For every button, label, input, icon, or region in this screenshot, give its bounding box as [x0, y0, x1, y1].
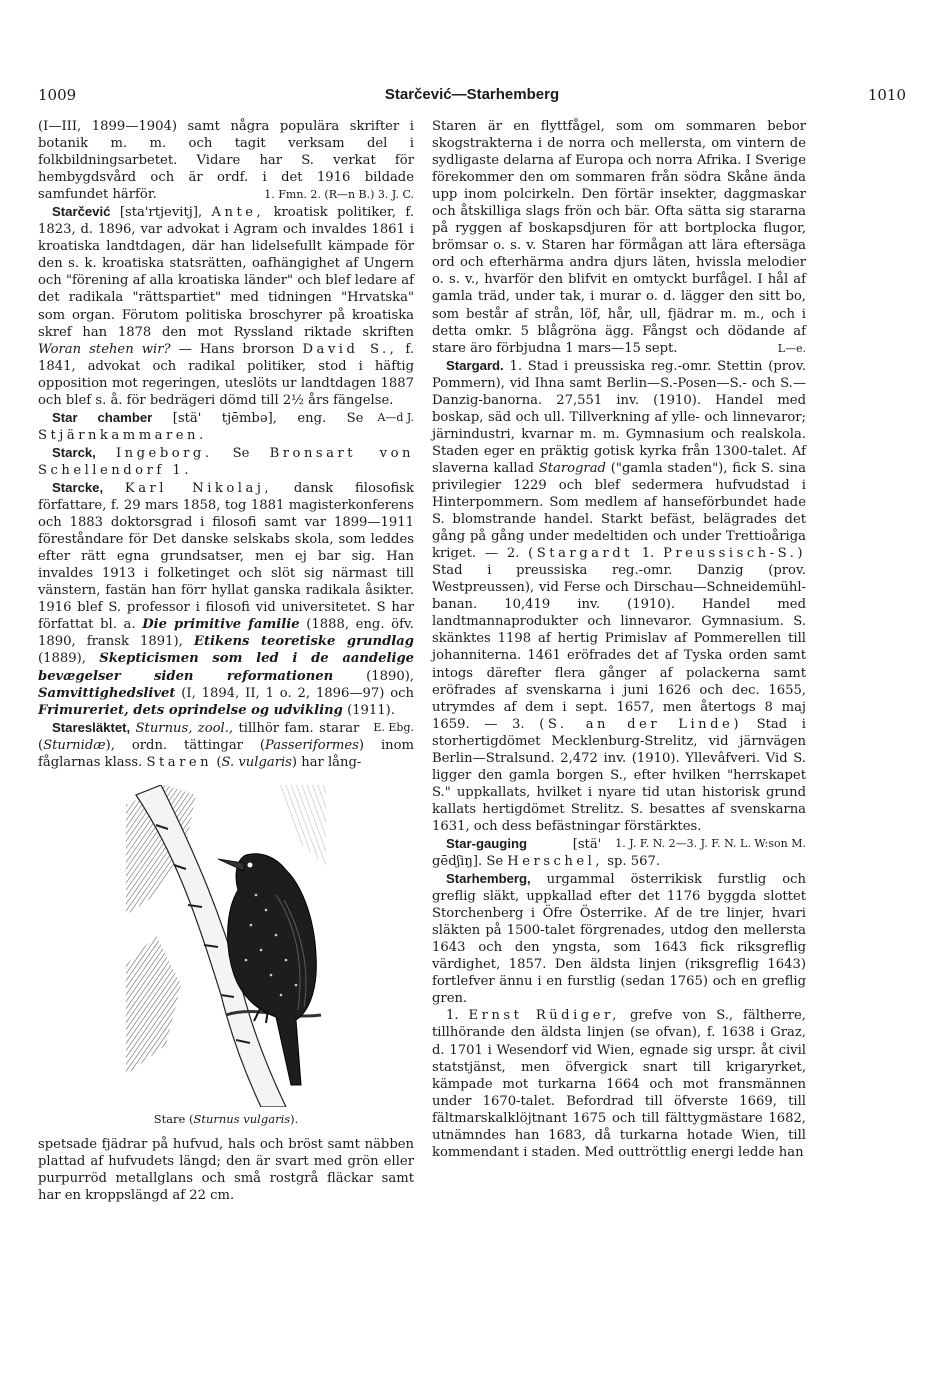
entry-stargard: Stargard. 1. Stad i preussiska reg.-omr. Stettin (prov. Pommern), vid Ihna samt Berlin—S.-Posen—S.- och S.—Danzig-banorna. 27,551 inv. (1910). Handel med boskap, säd och ull. Tillverkning af ylle- och linnevaror; järnindustri, kvarnar m. m. Gymnasium och realskola. Staden eger en präktig gotisk kyrka från 1300-talet. Af slaverna kallad Starograd ("gamla staden"), fick S. sina privilegier 1229 och blef sedermera hufvudstad i Hinterpommern. Som medlem af hanseförbundet hade S. blomstrande handel. Starkt befäst, belägrades det gång på gång under medeltiden och under Trettioåriga kriget. — 2. (Stargardt 1. Preussisch-S.) Stad i preussiska reg.-omr. Danzig (prov. Westpreussen), vid Ferse och Dirschau—Schneidemühl-banan. 10,419 inv. (1910). Handel med landtmannaprodukter och linnevaror. Gymnasium. S. skänktes 1198 af hertig Primislav af Pommerellen till johanniterna. 1461 eröfrades det af Tyska orden samt intogs därefter flera gånger af polackerna samt eröfrades af svenskarna i juni 1626 och dec. 1655, utrymdes af dem i sept. 1657, men återtogs 8 maj 1659. — 3. (S. an der Linde) Stad i storhertigdömet Mecklenburg-Strelitz, vid järnvägen Berlin—Stralsund. 2,472 inv. (1910). Yllevâfveri. Vid S. ligger den gamla borgen S., efter hvilken "herrskapet S." uppkallats, hvilket i nyare tid utan historisk grund kallats hertigdömet Strelitz. S. besattes af svenskarna 1631, och dess befästningar förstärktes. 1. J. F. N. 2—3. J. F. N. L. W:son M.	[432, 357, 806, 835]
cross-reference: Bronsart von Schellendorf 1.	[38, 445, 414, 478]
headword: Star-gauging	[446, 835, 528, 851]
page-header	[38, 86, 906, 108]
signature: 1. J. F. N. 2—3. J. F. N. L. W:son M.	[615, 836, 806, 850]
entry-staresläktet: Staresläktet, Sturnus, zool., tillhör fam. starar (Sturnidæ), ordn. tättingar (Passeriformes) inom fåglarnas klass. Staren (S. vulgaris) har lång-	[38, 719, 415, 770]
entry-continuation: (I—III, 1899—1904) samt några populära skrifter i botanik m. m. och tagit verksam del i folkbildningsarbetet. Vidare har S. verkat för hembygdsvård och är ordf. i det 1916 bildade samfundet härför. 1. Fmn. 2. (R—n B.) 3. J. C.	[38, 119, 414, 203]
right-column	[432, 118, 806, 1161]
headword: Starčević	[52, 204, 111, 220]
signature: A—d J.	[377, 410, 414, 424]
page-number-left: 1009	[38, 86, 77, 104]
starling-illustration	[38, 785, 414, 1128]
entry-starck: Starck, Ingeborg. Se Bronsart von Schellendorf 1.	[38, 444, 414, 478]
headword: Staresläktet,	[52, 719, 131, 735]
headword: Stargard.	[446, 357, 504, 373]
signature: 1. Fmn. 2. (R—n B.) 3. J. C.	[264, 188, 414, 202]
entry-starhemberg: Starhemberg, urgammal österrikisk furstlig och greflig släkt, uppkallad efter det 1176 byggda slottet Storchenberg i Öfre Österrike. Af de tre linjer, hvari släkten på 1500-talet förgrenades, utdog den mellersta 1643 och den yngsta, som 1643 fick riksgreflig värdighet, 1857. Den äldsta linjen (riksgreflig 1643) fortlefver ännu i en furstlig (sedan 1765) och en greflig gren.	[432, 871, 806, 1007]
page-number-right: 1010	[867, 86, 906, 104]
entry-starcevic: Starčević [sta'rtjevitj], Ante, kroatisk politiker, f. 1823, d. 1896, var advokat i Agram och invaldes 1861 i kroatiska landtdagen, där han lidelsefullt kämpade för den s. k. kroatiska statsrätten, oafhängighet af Ungern och "förening af alla kroatiska länder" och blef ledare af det radikala "rättspartiet" med tidningen "Hrvatska" som organ. Förutom politiska broschyrer på kroatiska skref han 1878 den mot Ryssland riktade skriften Woran stehen wir? — Hans brorson David S., f. 1841, advokat och radikal politiker, stod i häftig opposition mot regeringen, uteslöts ur landtdagen 1887 och blef s. å. för bedrägeri dömd till 2½ års fängelse. A—d J.	[38, 203, 414, 409]
signature: L—e.	[777, 341, 806, 355]
signature: E. Ebg.	[373, 720, 414, 734]
headword: Starcke,	[52, 479, 104, 495]
entry-continuation: Staren är en flyttfågel, som om sommaren bebor skogstrakterna i de norra och mellersta, om vintern de sydligaste delarna af Europa och norra Afrika. I Sverige förekommer den om sommaren från södra Skåne ända upp inom polcirkeln. Den förtär insekter, daggmaskar och åtskilliga slags frön och bär. Ofta sätta sig stararna på ryggen af boskapsdjuren för att bortplocka flugor, brömsar o. s. v. Staren har förmågan att lära eftersäga ord och efterhärma andra djurs läten, hvissla melodier o. s. v., hvarför den blifvit en omtyckt burfågel. I hål af gamla träd, under tak, i murar o. d. lägger den sitt bo, som består af strån, löf, hår, ull, fjädrar m. m., och i detta omkr. 5 blågröna ägg. Fångst och dödande af stare äro förbjudna 1 mars—15 sept. L—e.	[432, 119, 806, 356]
starling-engraving	[126, 785, 326, 1107]
figure-caption: Stare (Sturnus vulgaris).	[153, 1111, 299, 1126]
left-column	[38, 118, 414, 1204]
headword: Starhemberg,	[446, 871, 531, 887]
entry-star-chamber: Star chamber [stä' tjēmbə], eng. Se Stjärnkammaren.	[38, 409, 364, 443]
entry-continuation: spetsade fjädrar på hufvud, hals och bröst samt näbben plattad af hufvudets längd; den är svart med grön eller purpurröd metallglans och små rostgrå fläckar samt har en kroppslängd af 22 cm.	[38, 1136, 414, 1203]
cross-reference: Herschel,	[507, 854, 604, 870]
entry-star-gauging: Star-gauging [stä' gēdʃiŋ]. Se Herschel, sp. 567.	[432, 835, 661, 870]
headword: Starck,	[52, 444, 96, 460]
running-title: Starčević—Starhemberg	[384, 86, 560, 103]
headword: Star chamber	[52, 409, 153, 425]
entry-starcke: Starcke, Karl Nikolaj, dansk filosofisk författare, f. 29 mars 1858, tog 1881 magisterkonferens och 1883 doktorsgrad i filosofi samt var 1899—1911 föreståndare för Det danske selskabs skola, som leddes efter rätt egna grundsatser, men ej bar sig. Han invaldes 1913 i folketinget och slöt sig närmast till vänstern, fastän han förr hyllat ganska radikala åsikter. 1916 blef S. professor i filosofi vid universitetet. S har författat bl. a. Die primitive familie (1888, eng. öfv. 1890, fransk 1891), Etikens teoretiske grundlag (1889), Skepticismen som led i de aandelige bevægelser siden reformationen (1890), Samvittighedslivet (I, 1894, II, 1 o. 2, 1896—97) och Frimureriet, dets oprindelse og udvikling (1911). E. Ebg.	[38, 479, 414, 719]
cross-reference: Stjärnkammaren.	[38, 427, 207, 443]
subentry-ernst-rudiger: 1. Ernst Rüdiger, grefve von S., fältherre, tillhörande den äldsta linjen (se ofvan), f. 1638 i Graz, d. 1701 i Wesendorf vid Wien, egnade sig urspr. åt civil statstjänst, men öfvergick snart till krigaryrket, kämpade mot turkarna 1664 och mot fransmännen under 1670-talet. Befordrad till öfverste 1669, till fältmarskalklöjtnant 1675 och till fälttygmästare 1682, utnämndes han 1683, då turkarna hotade Wien, till kommendant i staden. Med outtröttlig energi ledde han	[432, 1008, 806, 1160]
